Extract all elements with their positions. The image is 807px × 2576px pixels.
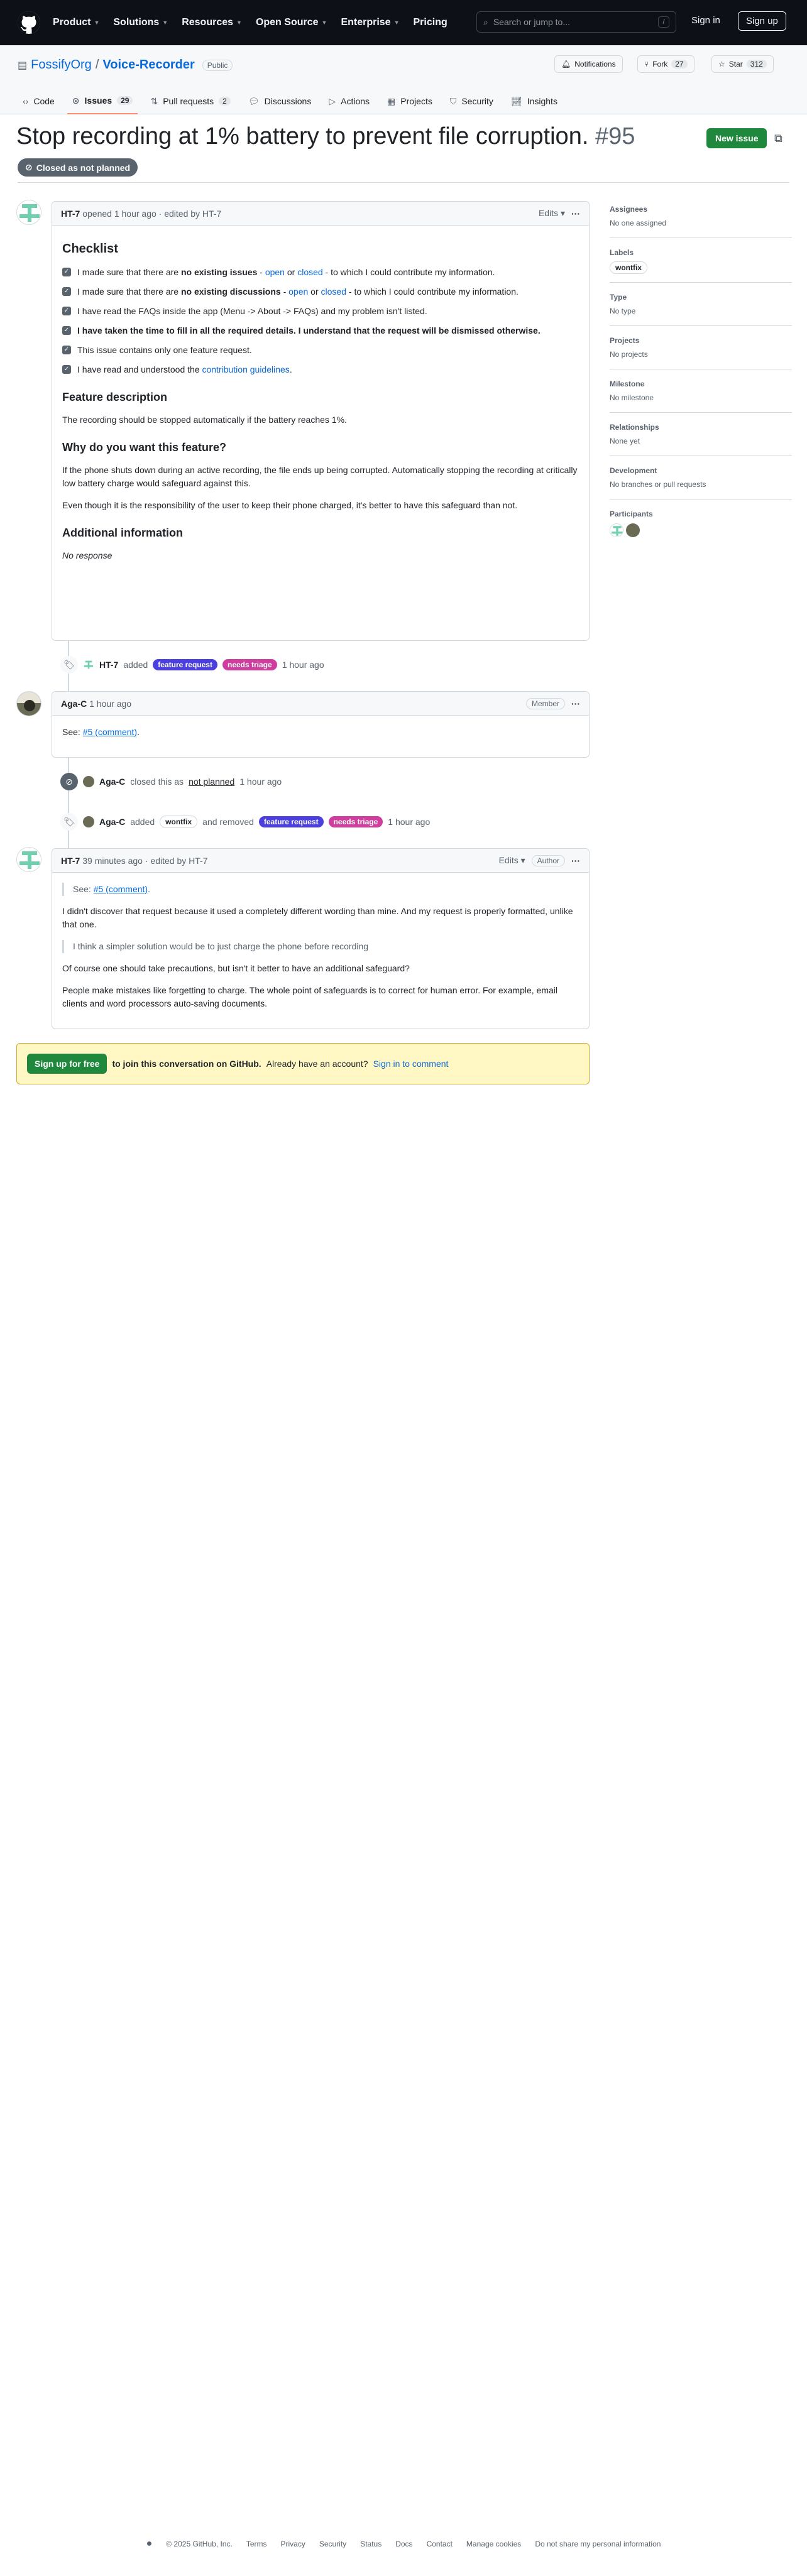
footer-link-status[interactable]: Status	[360, 2540, 382, 2548]
sidebar-relationships: Relationships None yet	[610, 423, 792, 456]
comment	[52, 691, 590, 758]
open-link[interactable]: open	[265, 267, 285, 277]
visibility-badge: Public	[202, 60, 233, 71]
nav-resources[interactable]: Resources ▼	[182, 17, 242, 28]
label-feature-request[interactable]: feature request	[259, 816, 324, 827]
chevron-down-icon: ▾	[560, 208, 565, 218]
checkbox-checked-icon: ✓	[62, 365, 71, 374]
fork-button[interactable]: ⑂ Fork 27	[637, 55, 694, 73]
comment-paragraph: I didn't discover that request because it used a completely different wording than mine. And my request is properly formatted, unlike that one.	[62, 906, 573, 929]
sidebar-participants: Participants	[610, 510, 792, 547]
slash-key-hint: /	[658, 16, 669, 28]
event-author[interactable]: Aga-C	[99, 817, 126, 827]
comment-body	[52, 873, 589, 1029]
checklist-heading: Checklist	[62, 242, 118, 256]
shield-icon: ⛉	[449, 96, 457, 106]
comment-body	[52, 226, 589, 581]
code-icon: ‹›	[23, 96, 29, 106]
edits-dropdown[interactable]: Edits ▾	[538, 208, 565, 218]
footer-link-terms[interactable]: Terms	[246, 2540, 267, 2548]
avatar[interactable]	[626, 523, 640, 537]
new-issue-button[interactable]: New issue	[706, 128, 767, 148]
footer-link-docs[interactable]: Docs	[395, 2540, 413, 2548]
checklist-item: ✓ I made sure that there are no existing issues - open or closed - to which I could contribute my information.	[62, 266, 579, 279]
label-needs-triage[interactable]: needs triage	[329, 816, 383, 827]
footer	[0, 2538, 807, 2550]
chevron-down-icon: ▼	[236, 19, 242, 26]
issue-title: Stop recording at 1% battery to prevent file corruption. #95	[16, 123, 635, 150]
search-input[interactable]: ⌕ Search or jump to... /	[476, 11, 676, 33]
chevron-down-icon: ▼	[321, 19, 327, 26]
checklist-item: ✓ I have read and understood the contribution guidelines.	[62, 363, 579, 376]
copyright: © 2025 GitHub, Inc.	[166, 2540, 233, 2548]
open-link[interactable]: open	[288, 287, 309, 297]
tab-projects[interactable]: ▦ Projects	[387, 96, 432, 106]
skip-circle-icon: ⊘	[60, 773, 78, 790]
search-icon: ⌕	[483, 16, 488, 27]
github-logo-icon[interactable]	[18, 11, 40, 34]
edits-dropdown[interactable]: Edits ▾	[498, 855, 525, 865]
sidebar-labels: Labels wontfix	[610, 248, 792, 283]
discussion-icon: 💬︎	[248, 96, 260, 106]
blockquote: See: #5 (comment).	[62, 883, 579, 896]
nav-open-source[interactable]: Open Source ▼	[255, 17, 327, 28]
tag-icon: 🏷︎	[60, 813, 78, 831]
label-event: 🏷︎ Aga-C added wontfix and removed feature request needs triage 1 hour ago	[60, 813, 430, 831]
nav-enterprise[interactable]: Enterprise ▼	[341, 17, 400, 28]
additional-text: No response	[62, 550, 113, 560]
checklist-item: ✓ I made sure that there are no existing discussions - open or closed - to which I could contribute my information.	[62, 285, 579, 298]
avatar[interactable]	[83, 659, 94, 670]
checkbox-checked-icon: ✓	[62, 307, 71, 315]
issues-count: 29	[117, 96, 133, 105]
comment-paragraph: People make mistakes like forgetting to charge. The whole point of safeguards is to correct for human error. For example, email clients and word processors auto-saving documents.	[62, 985, 558, 1008]
signup-button[interactable]: Sign up	[738, 11, 786, 31]
avatar[interactable]	[83, 776, 94, 787]
nav-solutions[interactable]: Solutions ▼	[113, 17, 168, 28]
chevron-down-icon: ▾	[520, 855, 525, 865]
comment-author[interactable]: HT-7	[61, 855, 80, 866]
star-icon: ☆	[718, 60, 725, 68]
comment-author[interactable]: Aga-C	[61, 698, 87, 709]
comment-reference-link[interactable]: #5 (comment)	[82, 727, 138, 737]
checklist-item: ✓ I have read the FAQs inside the app (Menu -> About -> FAQs) and my problem isn't listed.	[62, 305, 579, 318]
chevron-down-icon: ▼	[393, 19, 400, 26]
why-heading: Why do you want this feature?	[62, 441, 227, 454]
graph-icon: 📈︎	[510, 96, 522, 106]
checkbox-checked-icon: ✓	[62, 268, 71, 276]
nav-pricing[interactable]: Pricing	[413, 17, 447, 28]
comment-reference-link[interactable]: #5 (comment)	[93, 884, 148, 894]
tab-discussions[interactable]: 💬︎ Discussions	[248, 96, 312, 106]
top-nav	[0, 0, 807, 45]
closed-link[interactable]: closed	[321, 287, 346, 297]
pr-count: 2	[219, 97, 231, 106]
tab-pull-requests[interactable]: ⇅ Pull requests 2	[145, 88, 235, 114]
signup-banner	[16, 1043, 590, 1084]
notifications-button[interactable]: 🔔︎ Notifications	[554, 55, 623, 73]
signup-free-button[interactable]: Sign up for free	[27, 1054, 107, 1074]
label-wontfix[interactable]: wontfix	[160, 816, 197, 828]
sidebar-projects: Projects No projects	[610, 336, 792, 369]
more-options-icon[interactable]: ···	[571, 698, 580, 709]
play-icon: ▷	[329, 96, 336, 106]
member-badge: Member	[526, 698, 565, 709]
fork-count: 27	[671, 60, 687, 68]
avatar[interactable]	[16, 691, 41, 716]
event-time: 1 hour ago	[239, 777, 282, 787]
signin-to-comment-link[interactable]: Sign in to comment	[373, 1059, 449, 1069]
repo-tabs	[18, 88, 563, 114]
event-author[interactable]: Aga-C	[99, 777, 126, 787]
tab-insights[interactable]: 📈︎ Insights	[510, 96, 557, 106]
more-options-icon[interactable]: ···	[571, 855, 580, 866]
fork-icon: ⑂	[644, 60, 649, 68]
additional-heading: Additional information	[62, 527, 183, 539]
checkbox-checked-icon: ✓	[62, 287, 71, 296]
chevron-down-icon: ▼	[94, 19, 100, 26]
tab-security[interactable]: ⛉ Security	[449, 96, 493, 106]
repo-owner-link[interactable]: FossifyOrg	[31, 58, 92, 72]
nav-product[interactable]: Product ▼	[53, 17, 100, 28]
footer-link-privacy[interactable]: Privacy	[280, 2540, 305, 2548]
closed-reason: not planned	[189, 777, 235, 787]
footer-link-contact[interactable]: Contact	[426, 2540, 453, 2548]
chevron-down-icon: ▼	[162, 19, 168, 26]
repo-title	[18, 58, 233, 72]
avatar[interactable]	[16, 200, 41, 225]
footer-link-do-not-share[interactable]: Do not share my personal information	[535, 2540, 661, 2548]
label-needs-triage[interactable]: needs triage	[222, 659, 277, 670]
footer-link-cookies[interactable]: Manage cookies	[466, 2540, 522, 2548]
comment-meta: 39 minutes ago · edited by HT-7	[82, 855, 208, 866]
skip-circle-icon: ⊘	[25, 162, 33, 172]
feature-text: The recording should be stopped automatically if the battery reaches 1%.	[62, 415, 347, 425]
footer-link-security[interactable]: Security	[319, 2540, 347, 2548]
comment	[52, 848, 590, 1029]
label-wontfix[interactable]: wontfix	[610, 261, 647, 274]
signin-link[interactable]: Sign in	[691, 15, 720, 26]
divider	[18, 182, 789, 183]
status-badge: ⊘ Closed as not planned	[18, 158, 138, 177]
table-icon: ▦	[387, 96, 396, 106]
issue-icon: ⊙	[72, 95, 80, 106]
comment-header	[52, 692, 589, 716]
author-badge: Author	[532, 855, 565, 866]
repo-separator: /	[95, 58, 99, 72]
avatar[interactable]	[610, 523, 623, 537]
checklist-item: ✓ I have taken the time to fill in all the required details. I understand that the request will be dismissed otherwise.	[62, 324, 579, 337]
tag-icon: 🏷︎	[60, 656, 78, 674]
repo-icon: ▤	[18, 60, 28, 71]
comment-paragraph: Of course one should take precautions, but isn't it better to have an additional safeguard?	[62, 963, 410, 973]
issue-sidebar	[610, 205, 792, 557]
avatar[interactable]	[16, 847, 41, 872]
signup-text: to join this conversation on GitHub.	[112, 1059, 261, 1069]
avatar[interactable]	[83, 816, 94, 827]
event-time: 1 hour ago	[282, 660, 324, 670]
pull-request-icon: ⇅	[150, 96, 158, 106]
contribution-guidelines-link[interactable]: contribution guidelines	[202, 364, 290, 374]
comment-body: See: #5 (comment).	[62, 727, 140, 737]
github-mark-icon[interactable]: ●	[146, 2538, 153, 2549]
checkbox-checked-icon: ✓	[62, 326, 71, 335]
label-event: 🏷︎ HT-7 added feature request needs triage 1 hour ago	[60, 656, 324, 674]
checklist-item: ✓ This issue contains only one feature request.	[62, 344, 579, 357]
issue-body-comment	[52, 201, 590, 641]
comment-author[interactable]: HT-7	[61, 208, 80, 219]
sidebar-development: Development No branches or pull requests	[610, 466, 792, 499]
closed-event: ⊘ Aga-C closed this as not planned 1 hour ago	[60, 773, 282, 790]
feature-heading: Feature description	[62, 391, 168, 403]
star-count: 312	[747, 60, 767, 68]
tab-actions[interactable]: ▷ Actions	[329, 96, 370, 106]
label-feature-request[interactable]: feature request	[153, 659, 217, 670]
event-time: 1 hour ago	[388, 817, 431, 827]
sidebar-milestone: Milestone No milestone	[610, 379, 792, 413]
tab-issues[interactable]: ⊙ Issues 29	[67, 88, 138, 114]
copy-link-icon[interactable]: ⧉	[774, 132, 782, 145]
event-author[interactable]: HT-7	[99, 660, 119, 670]
blockquote: I think a simpler solution would be to just charge the phone before recording	[62, 940, 579, 953]
why-paragraph: If the phone shuts down during an active recording, the file ends up being corrupted. Automatically stopping the recording at critically low battery charge would safeguard against this.	[62, 465, 578, 488]
closed-link[interactable]: closed	[297, 267, 323, 277]
repo-name-link[interactable]: Voice-Recorder	[102, 58, 195, 72]
comment-meta: opened 1 hour ago · edited by HT-7	[82, 208, 222, 219]
comment-header	[52, 202, 589, 226]
already-account-text: Already have an account?	[266, 1059, 368, 1069]
more-options-icon[interactable]: ···	[571, 208, 580, 219]
bell-icon: 🔔︎	[561, 60, 571, 68]
comment-header	[52, 849, 589, 873]
checkbox-checked-icon: ✓	[62, 346, 71, 354]
issue-number: #95	[595, 123, 635, 150]
star-button[interactable]: ☆ Star 312	[711, 55, 774, 73]
comment-time: 1 hour ago	[89, 698, 132, 709]
tab-code[interactable]: ‹› Code	[23, 96, 55, 106]
why-paragraph: Even though it is the responsibility of the user to keep their phone charged, it's better to have this safeguard than not.	[62, 500, 518, 510]
sidebar-type: Type No type	[610, 293, 792, 326]
sidebar-assignees: Assignees No one assigned	[610, 205, 792, 238]
